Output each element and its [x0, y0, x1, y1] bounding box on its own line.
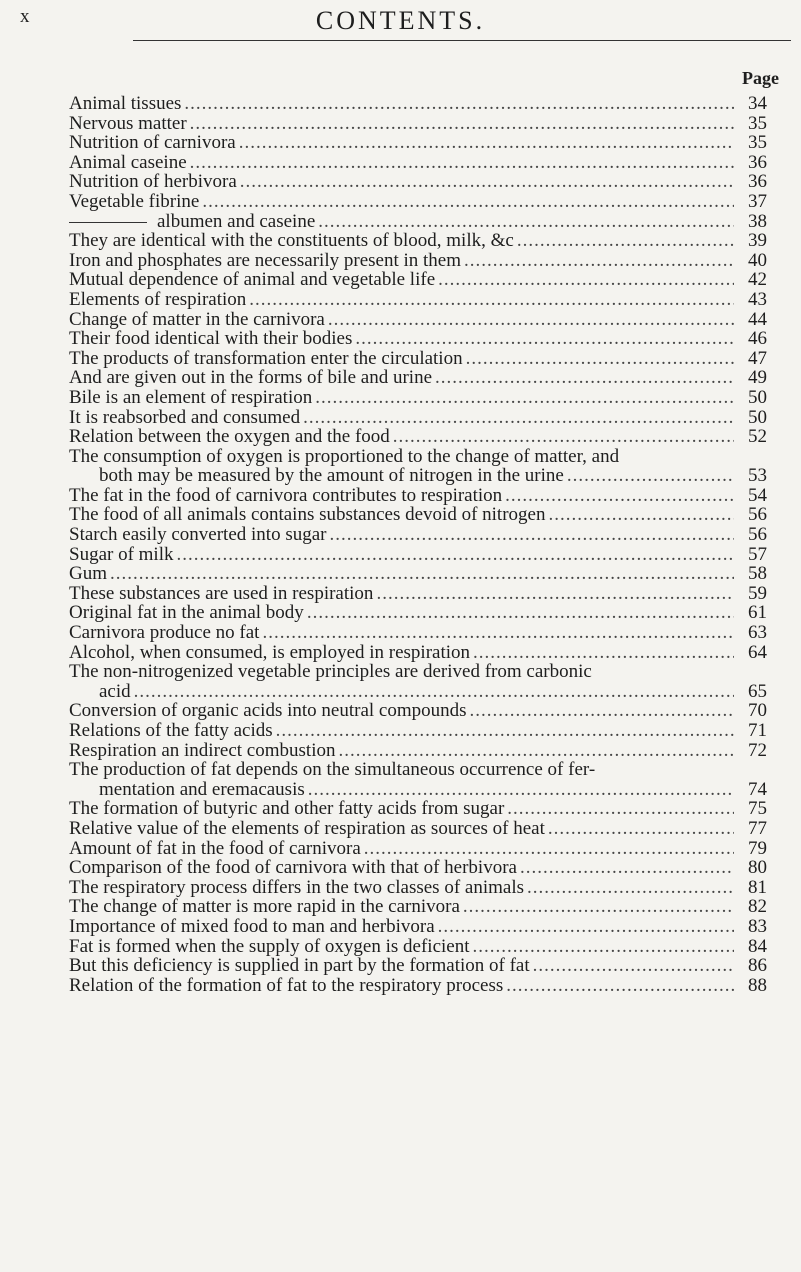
toc-entry[interactable] — [69, 310, 767, 330]
entry-title: Original fat in the animal body — [69, 602, 304, 624]
toc-entry[interactable] — [69, 231, 767, 251]
entry-page: 86 — [748, 955, 767, 977]
entry-page: 59 — [748, 582, 767, 604]
dot-leader — [438, 917, 734, 937]
entry-title: Carnivora produce no fat — [69, 622, 260, 644]
toc-entry[interactable] — [69, 94, 767, 114]
entry-title: Elements of respiration — [69, 288, 247, 310]
entry-page: 81 — [748, 876, 767, 898]
toc-entry[interactable] — [69, 897, 767, 917]
toc-entry[interactable] — [69, 937, 767, 957]
dot-leader — [548, 819, 734, 839]
contents-list — [69, 94, 767, 995]
toc-entry[interactable] — [69, 662, 767, 701]
entry-title: Starch easily converted into sugar — [69, 524, 327, 546]
dot-leader — [507, 799, 734, 819]
entry-title: The respiratory process differs in the two classes of animals — [69, 876, 524, 898]
dot-leader — [506, 976, 734, 996]
entry-title: Vegetable fibrine — [69, 190, 200, 212]
entry-page: 88 — [748, 974, 767, 996]
toc-entry[interactable] — [69, 388, 767, 408]
toc-entry[interactable] — [69, 917, 767, 937]
entry-title: The formation of butyric and other fatty acids from sugar — [69, 798, 505, 820]
entry-title: Importance of mixed food to man and herbivora — [69, 915, 435, 937]
dot-leader — [520, 858, 734, 878]
dot-leader — [276, 721, 734, 741]
toc-entry[interactable] — [69, 270, 767, 290]
header-rule — [133, 40, 791, 41]
dot-leader — [355, 329, 734, 349]
dot-leader — [240, 172, 734, 192]
dot-leader — [527, 878, 734, 898]
entry-page: 80 — [748, 857, 767, 879]
entry-page: 50 — [748, 386, 767, 408]
dot-leader — [567, 466, 734, 486]
dot-leader — [473, 643, 734, 663]
entry-title: Fat is formed when the supply of oxygen is deficient — [69, 935, 470, 957]
entry-title-line2: both may be measured by the amount of nitrogen in the urine — [99, 465, 564, 487]
entry-title: Sugar of milk — [69, 543, 174, 565]
dot-leader — [364, 839, 734, 859]
entry-title: It is reabsorbed and consumed — [69, 406, 301, 428]
dot-leader — [184, 94, 734, 114]
toc-entry[interactable] — [69, 212, 767, 232]
entry-page: 77 — [748, 817, 767, 839]
toc-entry[interactable] — [69, 427, 767, 447]
dot-leader — [307, 603, 734, 623]
dot-leader — [329, 525, 734, 545]
toc-entry[interactable] — [69, 603, 767, 623]
toc-entry[interactable] — [69, 133, 767, 153]
toc-entry[interactable] — [69, 486, 767, 506]
entry-page: 34 — [748, 93, 767, 114]
entry-page: 70 — [748, 700, 767, 722]
toc-entry[interactable] — [69, 447, 767, 486]
toc-entry[interactable] — [69, 368, 767, 388]
entry-title: Alcohol, when consumed, is employed in respiration — [69, 641, 471, 663]
toc-entry[interactable] — [69, 643, 767, 663]
dot-leader — [315, 388, 734, 408]
toc-entry[interactable] — [69, 741, 767, 761]
entry-page: 44 — [748, 308, 767, 330]
entry-title: Nutrition of herbivora — [69, 171, 237, 193]
entry-page: 43 — [748, 288, 767, 310]
entry-page: 58 — [748, 563, 767, 585]
entry-title-line2: acid — [99, 680, 131, 702]
dot-leader — [548, 505, 734, 525]
entry-page: 42 — [748, 269, 767, 291]
toc-entry[interactable] — [69, 819, 767, 839]
toc-entry[interactable] — [69, 505, 767, 525]
dot-leader — [473, 937, 734, 957]
toc-entry[interactable] — [69, 721, 767, 741]
toc-entry[interactable] — [69, 545, 767, 565]
dot-leader — [338, 741, 734, 761]
toc-entry[interactable] — [69, 408, 767, 428]
dot-leader — [505, 486, 734, 506]
entry-title: Mutual dependence of animal and vegetable life — [69, 269, 436, 291]
entry-title: The food of all animals contains substances devoid of nitrogen — [69, 504, 546, 526]
entry-page: 36 — [748, 151, 767, 173]
dot-leader — [249, 290, 734, 310]
dot-leader — [239, 133, 734, 153]
dot-leader — [435, 368, 734, 388]
entry-page: 74 — [748, 778, 767, 800]
toc-entry[interactable] — [69, 192, 767, 212]
entry-title: Animal tissues — [69, 93, 182, 114]
entry-title: Relative value of the elements of respiration as sources of heat — [69, 817, 545, 839]
entry-page: 61 — [748, 602, 767, 624]
dot-leader — [303, 408, 734, 428]
dot-leader — [438, 270, 734, 290]
dot-leader — [376, 584, 734, 604]
entry-page: 56 — [748, 504, 767, 526]
dot-leader — [308, 780, 734, 800]
dot-leader — [517, 231, 734, 251]
toc-entry[interactable] — [69, 172, 767, 192]
entry-title-line1: The consumption of oxygen is proportioned to the change of matter, and — [69, 445, 620, 467]
toc-entry[interactable] — [69, 525, 767, 545]
entry-page: 39 — [748, 230, 767, 252]
dot-leader — [328, 310, 734, 330]
entry-title: Relations of the fatty acids — [69, 720, 273, 741]
toc-entry[interactable] — [69, 858, 767, 878]
entry-title: Animal caseine — [69, 151, 187, 173]
entry-title: Gum — [69, 563, 107, 585]
entry-page: 37 — [748, 190, 767, 212]
entry-page: 53 — [748, 465, 767, 487]
page-number: x — [20, 6, 31, 27]
toc-entry[interactable] — [69, 760, 767, 799]
entry-page: 56 — [748, 524, 767, 546]
entry-title: The change of matter is more rapid in the carnivora — [69, 896, 460, 918]
entry-page: 54 — [748, 484, 767, 506]
toc-entry[interactable] — [69, 584, 767, 604]
toc-entry[interactable] — [69, 564, 767, 584]
entry-title: Change of matter in the carnivora — [69, 308, 325, 330]
entry-page: 83 — [748, 915, 767, 937]
dot-leader — [318, 212, 734, 232]
toc-entry[interactable] — [69, 329, 767, 349]
entry-title: Relation of the formation of fat to the respiratory process — [69, 974, 504, 996]
toc-entry[interactable] — [69, 623, 767, 643]
entry-page: 49 — [748, 367, 767, 389]
ditto-rule — [69, 222, 147, 223]
entry-title: Nutrition of carnivora — [69, 132, 236, 154]
entry-title: Relation between the oxygen and the food — [69, 426, 390, 448]
entry-page: 79 — [748, 837, 767, 859]
toc-entry[interactable] — [69, 701, 767, 721]
entry-page: 64 — [748, 641, 767, 663]
entry-title-line1: The non-nitrogenized vegetable principles are derived from carbonic — [69, 661, 592, 683]
dot-leader — [262, 623, 734, 643]
toc-entry[interactable] — [69, 290, 767, 310]
entry-title: Their food identical with their bodies — [69, 328, 353, 350]
page-title: CONTENTS. — [315, 6, 486, 35]
toc-entry[interactable] — [69, 114, 767, 134]
dot-leader — [533, 956, 734, 976]
entry-page: 46 — [748, 328, 767, 350]
entry-page: 35 — [748, 132, 767, 154]
entry-title: And are given out in the forms of bile and urine — [69, 367, 433, 389]
entry-title: Respiration an indirect combustion — [69, 739, 336, 761]
entry-title: They are identical with the constituents of blood, milk, &c — [69, 230, 514, 252]
entry-page: 65 — [748, 680, 767, 702]
entry-page: 82 — [748, 896, 767, 918]
toc-entry[interactable] — [69, 153, 767, 173]
dot-leader — [190, 153, 734, 173]
entry-page: 47 — [748, 347, 767, 369]
entry-title: Nervous matter — [69, 112, 187, 134]
dot-leader — [190, 114, 734, 134]
entry-page: 40 — [748, 249, 767, 271]
toc-entry[interactable] — [69, 251, 767, 271]
dot-leader — [202, 192, 734, 212]
toc-entry[interactable] — [69, 878, 767, 898]
entry-title: The products of transformation enter the circulation — [69, 347, 463, 369]
entry-page: 35 — [748, 112, 767, 134]
entry-title: albumen and caseine — [157, 210, 316, 232]
entry-title: Iron and phosphates are necessarily present in them — [69, 249, 462, 271]
entry-title: Conversion of organic acids into neutral compounds — [69, 700, 467, 722]
toc-entry[interactable] — [69, 799, 767, 819]
entry-page: 52 — [748, 426, 767, 448]
dot-leader — [110, 564, 734, 584]
entry-page: 63 — [748, 622, 767, 644]
entry-title: Bile is an element of respiration — [69, 386, 313, 408]
dot-leader — [134, 682, 734, 702]
entry-title-line1: The production of fat depends on the simultaneous occurrence of fer- — [69, 759, 596, 781]
entry-page: 72 — [748, 739, 767, 761]
entry-title: Amount of fat in the food of carnivora — [69, 837, 361, 859]
entry-page: 50 — [748, 406, 767, 428]
toc-entry[interactable] — [69, 349, 767, 369]
entry-page: 75 — [748, 798, 767, 820]
dot-leader — [464, 251, 734, 271]
entry-title: These substances are used in respiration — [69, 582, 374, 604]
entry-title: The fat in the food of carnivora contributes to respiration — [69, 484, 503, 506]
entry-title: Comparison of the food of carnivora with that of herbivora — [69, 857, 517, 879]
entry-page: 38 — [748, 210, 767, 232]
page-column-label: Page — [742, 68, 779, 88]
dot-leader — [177, 545, 735, 565]
toc-entry[interactable] — [69, 839, 767, 859]
dot-leader — [466, 349, 734, 369]
toc-entry[interactable] — [69, 976, 767, 996]
entry-title: But this deficiency is supplied in part by the formation of fat — [69, 955, 530, 977]
dot-leader — [463, 897, 734, 917]
entry-page: 71 — [748, 720, 767, 741]
entry-page: 57 — [748, 543, 767, 565]
entry-page: 36 — [748, 171, 767, 193]
dot-leader — [470, 701, 734, 721]
entry-title-line2: mentation and eremacausis — [99, 778, 305, 800]
entry-page: 84 — [748, 935, 767, 957]
toc-entry[interactable] — [69, 956, 767, 976]
dot-leader — [393, 427, 734, 447]
